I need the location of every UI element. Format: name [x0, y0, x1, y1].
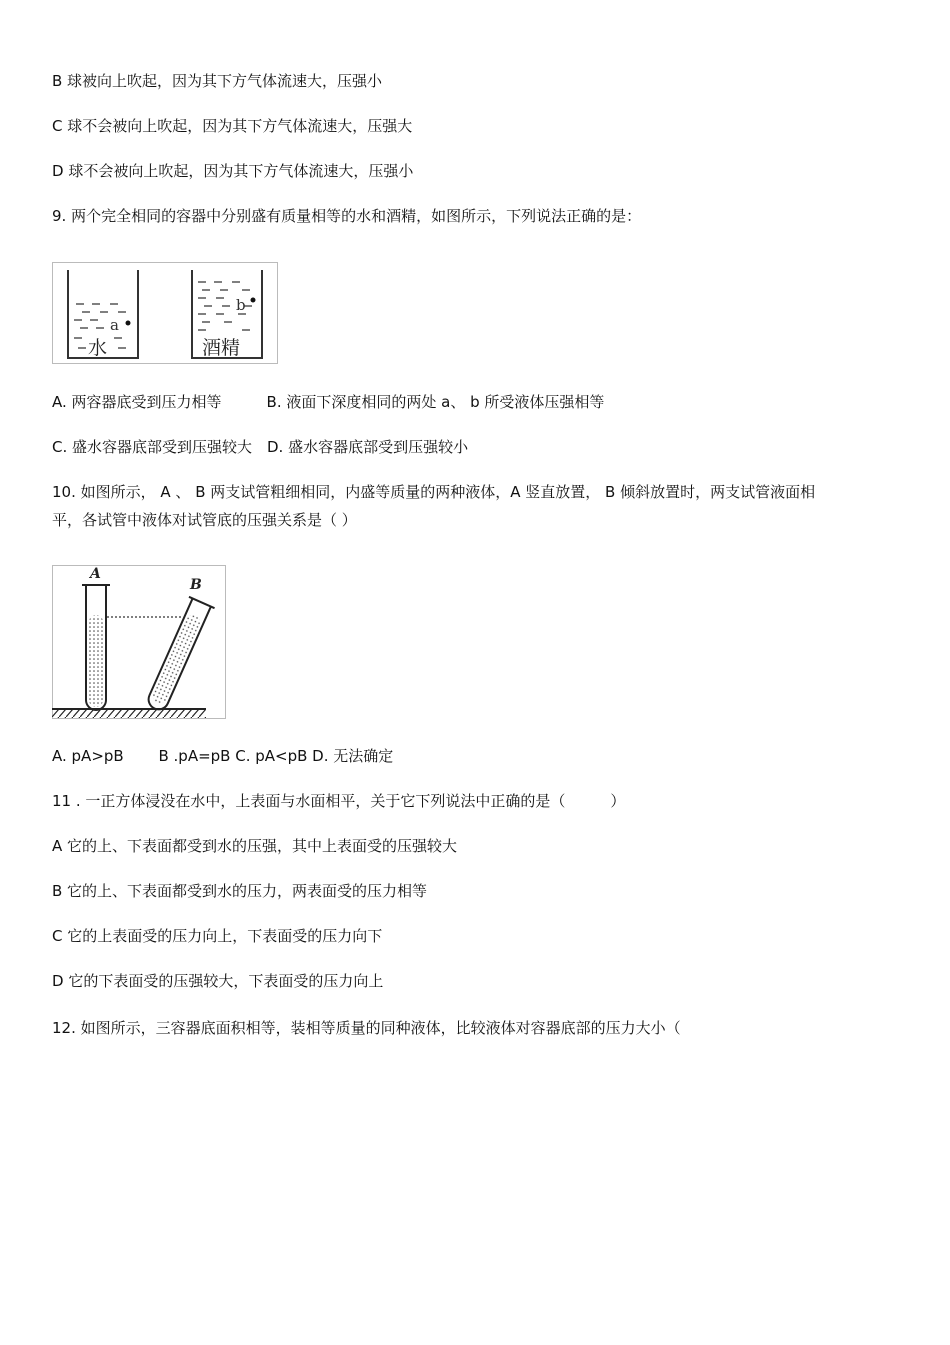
q9-options-cd: C. 盛水容器底部受到压强较大 D. 盛水容器底部受到压强较小	[52, 438, 469, 456]
point-b-dot	[251, 298, 256, 303]
q11-option-d: D 它的下表面受的压强较大，下表面受的压力向上	[52, 972, 384, 990]
point-a-dot	[126, 321, 131, 326]
q11-option-a: A 它的上、下表面都受到水的压强，其中上表面受的压强较大	[52, 837, 458, 855]
q11-option-b: B 它的上、下表面都受到水的压力，两表面受的压力相等	[52, 882, 428, 900]
point-a-label: a	[110, 316, 119, 334]
q8-option-d: D 球不会被向上吹起，因为其下方气体流速大，压强小	[52, 162, 414, 180]
tube-b-label: B	[190, 577, 202, 593]
tube-a-label: A	[90, 566, 101, 582]
figure-containers	[52, 262, 278, 364]
tube-b	[142, 597, 215, 714]
q9-stem: 9. 两个完全相同的容器中分别盛有质量相等的水和酒精，如图所示，下列说法正确的是：	[52, 207, 642, 225]
ground-hatch	[52, 710, 206, 718]
alcohol-label: 酒精	[202, 337, 241, 359]
figure-test-tubes	[52, 565, 226, 719]
q11-option-c: C 它的上表面受的压力向上，下表面受的压力向下	[52, 927, 383, 945]
q12-stem: 12. 如图所示，三容器底面积相等，装相等质量的同种液体，比较液体对容器底部的压力大小（	[52, 1019, 681, 1037]
q10-stem-line1: 10. 如图所示， A 、 B 两支试管粗细相同，内盛等质量的两种液体，A 竖直放置， B 倾斜放置时，两支试管液面相	[52, 483, 816, 501]
tube-a-liquid	[89, 615, 103, 707]
point-b-label: b	[236, 296, 246, 314]
q10-stem-line2: 平，各试管中液体对试管底的压强关系是（ ）	[52, 511, 357, 529]
q9-options-ab: A. 两容器底受到压力相等 B. 液面下深度相同的两处 a、 b 所受液体压强相等	[52, 393, 605, 411]
q11-stem: 11 . 一正方体浸没在水中，上表面与水面相平，关于它下列说法中正确的是（ ）	[52, 792, 626, 810]
q10-options: A. pA>pB B .pA=pB C. pA<pB D. 无法确定	[52, 747, 394, 765]
q8-option-c: C 球不会被向上吹起，因为其下方气体流速大，压强大	[52, 117, 413, 135]
water-label: 水	[88, 337, 108, 359]
q8-option-b: B 球被向上吹起，因为其下方气体流速大，压强小	[52, 72, 383, 90]
